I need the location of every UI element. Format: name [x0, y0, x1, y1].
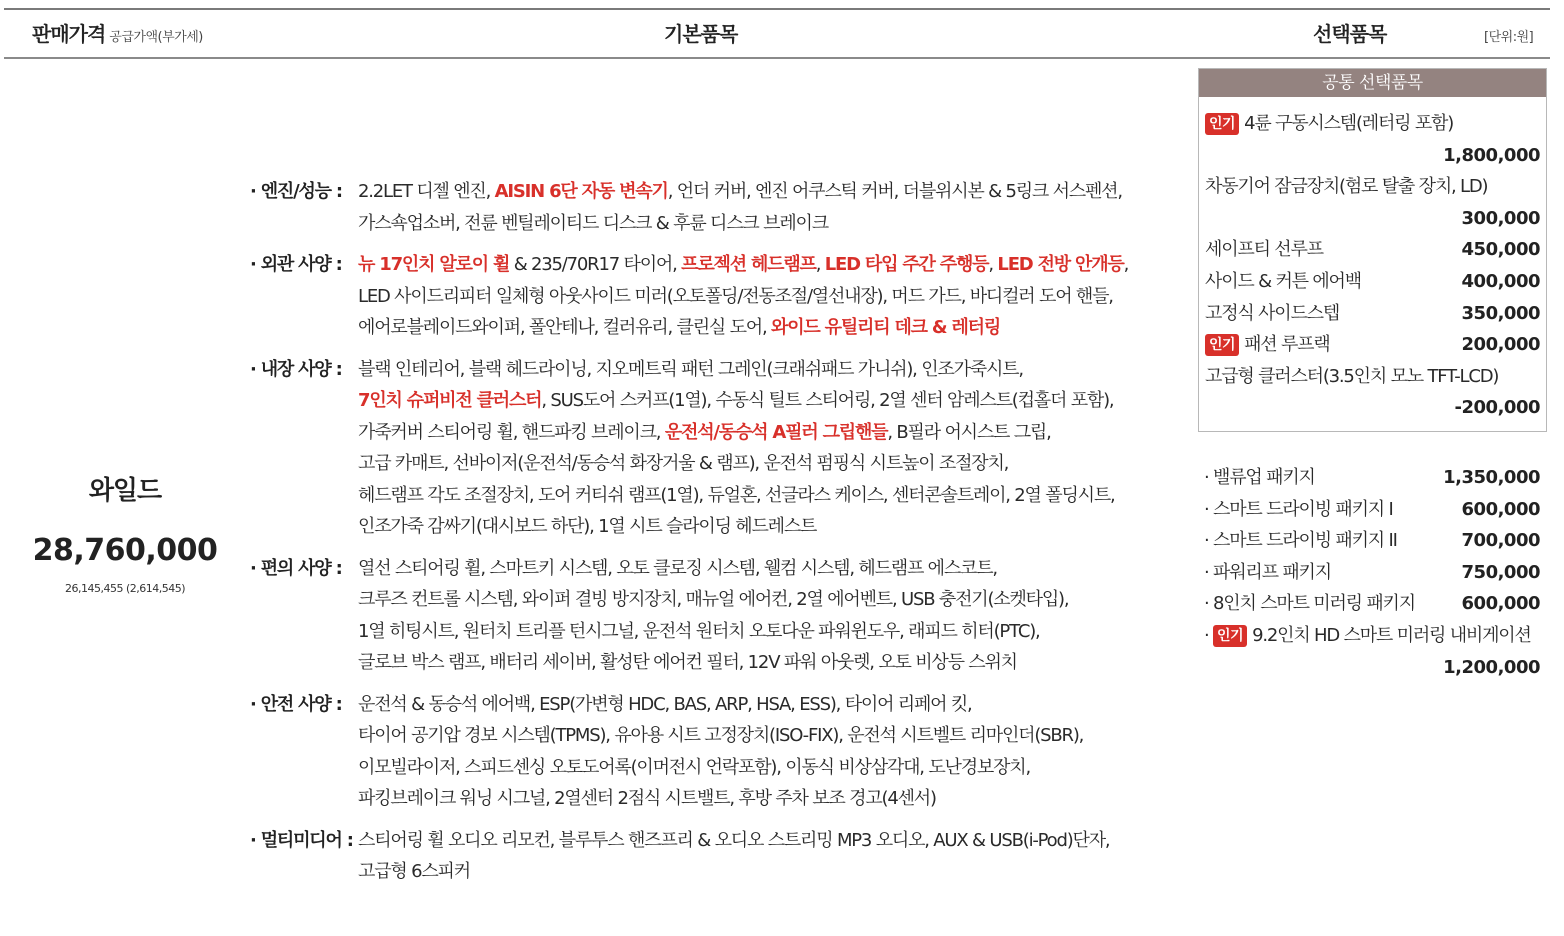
option-row [1205, 299, 1540, 329]
feature-text: 헤드램프 각도 조절장치, 도어 커티쉬 램프(1열), 듀얼혼, 선글라스 케이스, 센터콘솔트레이, 2열 폴딩시트, [358, 484, 1115, 506]
highlighted-feature: 7인치 슈퍼비전 클러스터 [358, 390, 542, 411]
package-row [1204, 558, 1540, 588]
spec-line [358, 584, 1190, 616]
basic-items-header: 기본품목 [664, 22, 738, 46]
highlighted-feature: 운전석/동승석 A필러 그립핸들 [664, 421, 888, 443]
spec-category-label: · 안전 사양 : [250, 693, 342, 715]
option-price: 400,000 [1461, 271, 1540, 292]
option-name-text: 차동기어 잠금장치(험로 탈출 장치, LD) [1205, 176, 1488, 198]
option-price: 300,000 [1461, 207, 1540, 229]
option-name [1205, 362, 1498, 392]
spec-line [358, 616, 1190, 648]
option-row [1205, 393, 1540, 423]
feature-text: 가스쇽업소버, 전륜 벤틸레이티드 디스크 & 후륜 디스크 브레이크 [358, 212, 828, 234]
package-name-text: · 파워리프 패키지 [1204, 561, 1331, 583]
option-row [1205, 235, 1540, 265]
package-name-text: · 스마트 드라이빙 패키지 I [1204, 498, 1393, 520]
package-name [1204, 463, 1315, 493]
feature-text: , SUS도어 스커프(1열), 수동식 틸트 스티어링, 2열 센터 암레스트(컵홀더 포함), [541, 390, 1114, 411]
feature-text: , [988, 254, 998, 275]
option-name-text: 고급형 클러스터(3.5인치 모노 TFT-LCD) [1205, 365, 1499, 387]
unit-label: [단위:원] [1484, 30, 1534, 45]
package-name: · 인기 9.2인치 HD 스마트 미러링 내비게이션 [1204, 625, 1531, 646]
feature-text: , 언더 커버, 엔진 어쿠스틱 커버, 더블위시본 & 5링크 서스펜션, [667, 181, 1122, 202]
option-row [1205, 109, 1540, 139]
spec-line [358, 553, 1190, 585]
option-name [1205, 267, 1361, 297]
spec-category-body [358, 553, 1190, 679]
feature-text: 운전석 & 동승석 에어백, ESP(가변형 HDC, BAS, ARP, HSA, ESS), 타이어 리페어 킷, [358, 693, 972, 715]
option-row [1205, 362, 1540, 392]
option-row [1205, 141, 1540, 171]
feature-text: & 235/70R17 타이어, [509, 254, 682, 275]
spec-line [358, 856, 1190, 888]
option-name [1205, 172, 1487, 202]
spec-line [358, 176, 1190, 208]
spec-line [358, 647, 1190, 679]
option-items-header: 선택품목 [1313, 22, 1387, 46]
feature-text: 1열 히팅시트, 원터치 트리플 턴시그널, 운전석 원터치 오토다운 파워윈도우, 래피드 히터(PTC), [358, 620, 1040, 642]
spec-category [250, 176, 1190, 239]
option-name-text: 세이프티 선루프 [1205, 239, 1323, 261]
package-price: 600,000 [1461, 498, 1540, 520]
spec-line [358, 689, 1190, 721]
spec-category-body [358, 354, 1190, 543]
feature-text: 열선 스티어링 휠, 스마트키 시스템, 오토 클로징 시스템, 웰컴 시스템, 헤드램프 에스코트, [358, 557, 997, 579]
feature-text: 타이어 공기압 경보 시스템(TPMS), 유아용 시트 고정장치(ISO-FIX), 운전석 시트벨트 리마인더(SBR), [358, 725, 1084, 746]
package-name [1204, 526, 1397, 556]
package-price: 1,200,000 [1443, 656, 1540, 678]
package-row [1204, 589, 1540, 619]
highlighted-feature: LED 전방 안개등 [997, 254, 1124, 275]
highlighted-feature: LED 타입 주간 주행등 [824, 254, 989, 275]
highlighted-feature: 프로젝션 헤드램프 [681, 254, 816, 275]
feature-text: 고급 카매트, 선바이저(운전석/동승석 화장거울 & 램프), 운전석 펌핑식 시트높이 조절장치, [358, 453, 1009, 474]
highlighted-feature: 와이드 유틸리티 데크 & 레터링 [771, 317, 1001, 338]
option-name-text: 패션 루프랙 [1244, 334, 1330, 356]
model-price: 28,760,000 [32, 533, 218, 568]
feature-text: 가죽커버 스티어링 휠, 핸드파킹 브레이크, [358, 421, 665, 443]
spec-category-body [358, 249, 1190, 344]
spec-category-body [358, 176, 1190, 239]
option-name-text: 고정식 사이드스텝 [1205, 302, 1340, 324]
spec-line [358, 752, 1190, 784]
spec-category-label: · 내장 사양 : [250, 358, 342, 380]
option-name [1205, 235, 1323, 265]
package-name [1204, 495, 1393, 525]
feature-text: , B필라 어시스트 그립, [887, 421, 1051, 443]
spec-line [358, 825, 1190, 857]
basic-items-list [250, 176, 1190, 898]
feature-text: LED 사이드리피터 일체형 아웃사이드 미러(오토폴딩/전동조절/열선내장), 머드 가드, 바디컬러 도어 핸들, [358, 285, 1113, 307]
model-supply-price: 26,145,455 (2,614,545) [64, 582, 186, 595]
spec-line [358, 281, 1190, 313]
spec-category-body [358, 825, 1190, 888]
feature-text: 2.2LET 디젤 엔진, [358, 181, 495, 202]
spec-line [358, 511, 1190, 543]
spec-category [250, 249, 1190, 344]
model-name: 와일드 [88, 476, 162, 506]
package-name-text: · 스마트 드라이빙 패키지 II [1204, 530, 1397, 552]
common-options-box [1198, 68, 1547, 432]
spec-category [250, 825, 1190, 888]
option-price: 1,800,000 [1443, 144, 1540, 166]
spec-line [358, 720, 1190, 752]
spec-line [358, 783, 1190, 815]
package-name [1204, 589, 1415, 619]
feature-text: , [815, 254, 825, 275]
spec-line [358, 312, 1190, 344]
package-name-text: · 밸류업 패키지 [1204, 467, 1315, 488]
price-header-title: 판매가격 [32, 22, 106, 46]
spec-line [358, 208, 1190, 240]
header-rule [4, 57, 1550, 59]
spec-category-body [358, 689, 1190, 815]
spec-category [250, 354, 1190, 543]
option-name-text: 사이드 & 커튼 에어백 [1205, 271, 1361, 292]
feature-text: 인조가죽 감싸기(대시보드 하단), 1열 시트 슬라이딩 헤드레스트 [358, 516, 817, 537]
spec-category [250, 553, 1190, 679]
package-price: 600,000 [1461, 593, 1540, 615]
feature-text: 에어로블레이드와이퍼, 폴안테나, 컬러유리, 클린실 도어, [358, 317, 772, 338]
popular-badge: 인기 [1205, 113, 1239, 135]
spec-line [358, 417, 1190, 449]
option-price: 450,000 [1461, 239, 1540, 261]
spec-category [250, 689, 1190, 815]
feature-text: 파킹브레이크 워닝 시그널, 2열센터 2점식 시트밸트, 후방 주차 보조 경고(4센서) [358, 788, 936, 809]
feature-text: 스티어링 휠 오디오 리모컨, 블루투스 핸즈프리 & 오디오 스트리밍 MP3 오디오, AUX & USB(i-Pod)단자, [358, 829, 1110, 851]
feature-text: 블랙 인테리어, 블랙 헤드라이닝, 지오메트릭 패턴 그레인(크래쉬패드 가니쉬), 인조가죽시트, [358, 358, 1023, 380]
package-row [1204, 495, 1540, 525]
package-row [1204, 463, 1540, 493]
option-price: 350,000 [1461, 302, 1540, 324]
feature-text: 이모빌라이저, 스피드센싱 오토도어록(이머전시 언락포함), 이동식 비상삼각대, 도난경보장치, [358, 756, 1031, 778]
option-name [1205, 299, 1339, 329]
package-name-text: 9.2인치 HD 스마트 미러링 내비게이션 [1252, 625, 1531, 646]
package-name [1204, 558, 1331, 588]
spec-line [358, 354, 1190, 386]
spec-line [358, 385, 1190, 417]
spec-line [358, 480, 1190, 512]
top-rule [4, 8, 1550, 10]
package-price: 1,350,000 [1443, 467, 1540, 488]
popular-badge: 인기 [1213, 625, 1247, 647]
highlighted-feature: 뉴 17인치 알로이 휠 [358, 254, 510, 275]
option-name [1205, 330, 1330, 360]
common-options-title: 공통 선택품목 [1199, 69, 1546, 97]
highlighted-feature: AISIN 6단 자동 변속기 [494, 181, 668, 202]
feature-text: , [1123, 254, 1129, 275]
spec-category-label: · 편의 사양 : [250, 557, 342, 579]
package-row [1204, 621, 1540, 651]
spec-category-label: · 엔진/성능 : [250, 181, 342, 202]
option-row [1205, 204, 1540, 234]
option-price: 200,000 [1461, 334, 1540, 356]
option-row [1205, 330, 1540, 360]
package-row [1204, 653, 1540, 683]
popular-badge: 인기 [1205, 334, 1239, 356]
option-row [1205, 172, 1540, 202]
option-row [1205, 267, 1540, 297]
option-price: -200,000 [1454, 397, 1540, 419]
price-header-sub: 공급가액(부가세) [109, 30, 203, 45]
spec-line [358, 249, 1190, 281]
feature-text: 크루즈 컨트롤 시스템, 와이퍼 결빙 방지장치, 매뉴얼 에어컨, 2열 에어벤트, USB 충전기(소켓타입), [358, 589, 1069, 610]
spec-line [358, 448, 1190, 480]
spec-category-label: · 멀티미디어 : [250, 829, 353, 851]
package-name-text: · 8인치 스마트 미러링 패키지 [1204, 593, 1415, 615]
package-row [1204, 526, 1540, 556]
option-name-text: 4륜 구동시스템(레터링 포함) [1244, 113, 1454, 134]
option-name [1205, 109, 1453, 139]
feature-text: 글로브 박스 램프, 배터리 세이버, 활성탄 에어컨 필터, 12V 파워 아웃렛, 오토 비상등 스위치 [358, 652, 1017, 673]
package-price: 750,000 [1461, 561, 1540, 583]
feature-text: 고급형 6스피커 [358, 861, 470, 882]
package-price: 700,000 [1461, 530, 1540, 552]
spec-category-label: · 외관 사양 : [250, 254, 342, 275]
price-header [32, 18, 203, 47]
